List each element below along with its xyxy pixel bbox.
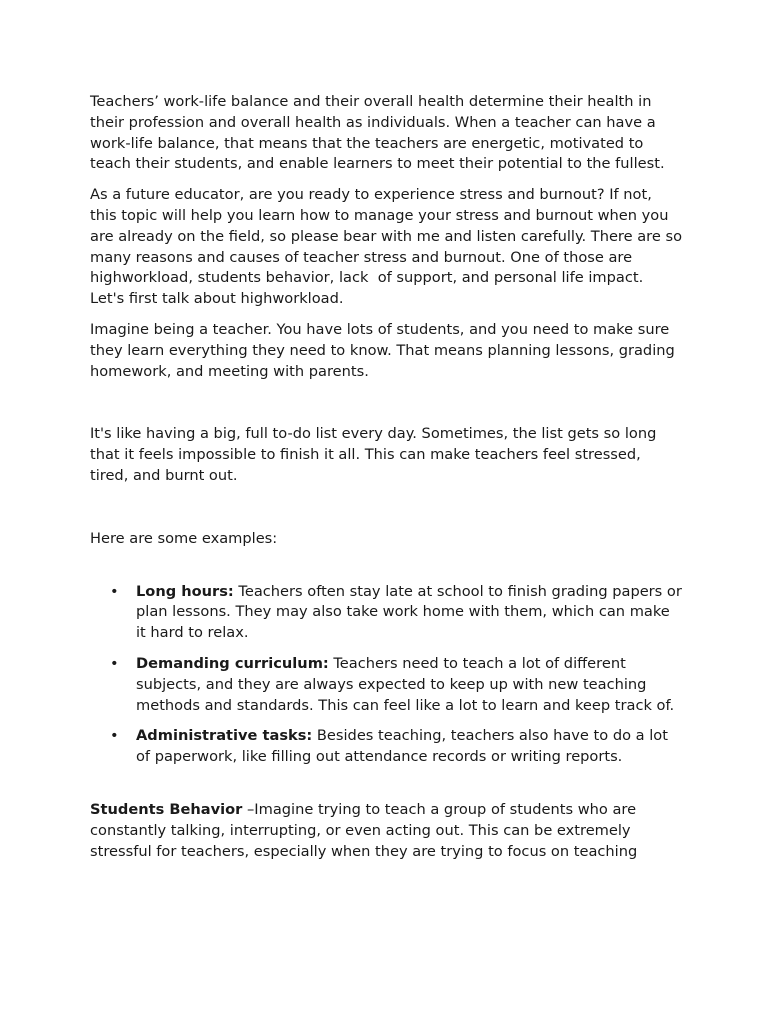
list-item-term: Long hours: <box>136 582 234 600</box>
list-item <box>90 726 682 768</box>
bullet-marker: • <box>110 654 119 672</box>
examples-list <box>90 582 682 768</box>
list-item-text: Teachers often stay late at school to finish grading papers or plan lessons. They may also take work home with them, which can make it hard to relax. <box>136 582 682 642</box>
list-item <box>90 654 682 716</box>
spacer <box>90 778 682 800</box>
paragraph-examples-intro: Here are some examples: <box>90 529 278 547</box>
list-item-text: Besides teaching, teachers also have to do a lot of paperwork, like filling out attendance records or writing reports. <box>136 727 668 766</box>
list-item-term: Demanding curriculum: <box>136 654 329 672</box>
bullet-marker: • <box>110 582 119 600</box>
paragraph-future-educator: As a future educator, are you ready to experience stress and burnout? If not, this topic will help you learn how to manage your stress and burnout when you are already on the field, so please bear with me and listen carefully. There are so many reasons and causes of teacher stress and burnout. One of those are highworkload, students behavior, lack of support, and personal life impact. Let's first talk about highworkload. <box>90 186 687 308</box>
list-item <box>90 582 682 644</box>
spacer <box>90 392 682 424</box>
document-page <box>90 92 687 872</box>
list-item-text: Teachers need to teach a lot of different subjects, and they are always expected to keep up with new teaching methods and standards. This can feel like a lot to learn and keep track of. <box>136 654 675 714</box>
students-behavior-heading: Students Behavior <box>90 800 243 818</box>
paragraph-work-life-balance: Teachers’ work-life balance and their overall health determine their health in their profession and overall health as individuals. When a teacher can have a work-life balance, that means that the teachers are energetic, motivated to teach their students, and enable learners to meet their potential to the fullest. <box>90 93 665 173</box>
list-item-term: Administrative tasks: <box>136 727 313 745</box>
students-behavior-text: –Imagine trying to teach a group of students who are constantly talking, interrupting, or even acting out. This can be extremely stressful for teachers, especially when they are trying to focus on teaching <box>90 800 641 860</box>
spacer <box>90 560 682 582</box>
paragraph-todo-list: It's like having a big, full to-do list every day. Sometimes, the list gets so long that it feels impossible to finish it all. This can make teachers feel stressed, tired, and burnt out. <box>90 425 661 484</box>
spacer <box>90 497 682 529</box>
paragraph-imagine-teacher: Imagine being a teacher. You have lots of students, and you need to make sure they learn everything they need to know. That means planning lessons, grading homework, and meeting with parents. <box>90 320 680 380</box>
bullet-marker: • <box>110 727 119 745</box>
paragraph-students-behavior <box>90 800 682 862</box>
